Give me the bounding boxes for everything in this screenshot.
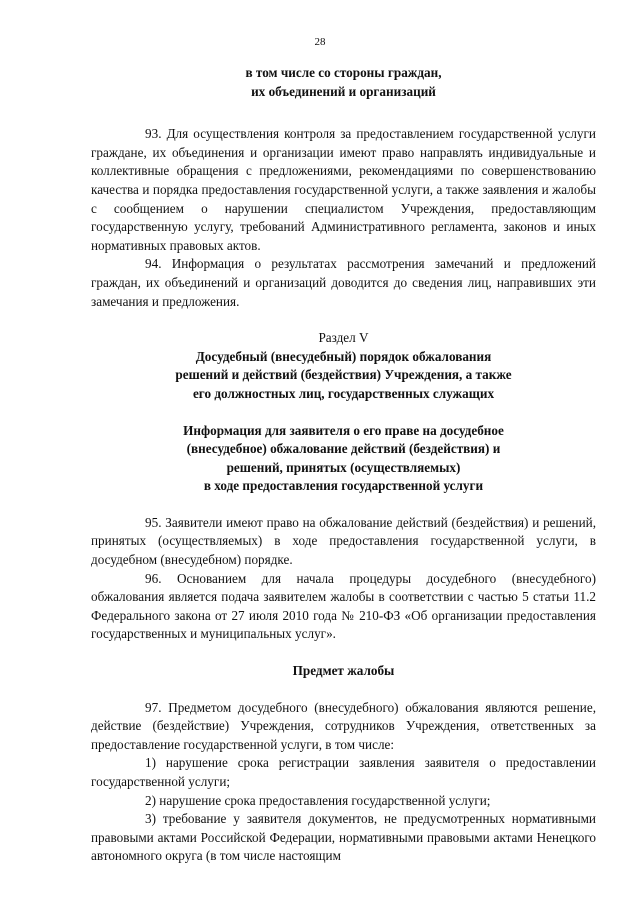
- paragraph-95: 95. Заявители имеют право на обжалование действий (бездействия) и решений, принятых (осуществляемых) в ходе предоставления государственной услуги, в досудебном (внесудебном) порядке.: [91, 514, 596, 568]
- subject-heading: Предмет жалобы: [292, 663, 395, 679]
- page-number: 28: [314, 36, 326, 48]
- info-heading-line: в ходе предоставления государственной услуги: [203, 478, 484, 494]
- page-content: [91, 64, 596, 866]
- list-item: 3) требование у заявителя документов, не предусмотренных нормативными правовыми актами Российской Федерации, нормативными правовыми актами Ненецкого автономного округа (в том числе настоящим: [91, 811, 596, 864]
- paragraph-93: 93. Для осуществления контроля за предоставлением государственной услуги граждане, их объединения и организации имеют право направлять индивидуальные и коллективные обращения с предложениями, рекомендациями по совершенствованию качества и порядка предоставления государственной услуги, а также заявления и жалобы с сообщением о нарушении специалистом Учреждения, предоставляющим государственную услугу, требований Административного регламента, законов и иных нормативных правовых актов.: [91, 126, 596, 253]
- paragraph-94: 94. Информация о результатах рассмотрения замечаний и предложений граждан, их объединений и организаций доводится до сведения лиц, направивших эти замечания и предложения.: [91, 256, 596, 309]
- info-heading-line: решений, принятых (осуществляемых): [226, 459, 461, 475]
- section-heading-line: их объединений и организаций: [251, 83, 436, 99]
- paragraph-96: 96. Основанием для начала процедуры досудебного (внесудебного) обжалования является подача заявителем жалобы в соответствии с частью 5 статьи 11.2 Федерального закона от 27 июля 2010 года № 210-ФЗ «Об организации предоставления государственных и муниципальных услуг».: [91, 570, 596, 642]
- paragraph-97: 97. Предметом досудебного (внесудебного) обжалования являются решение, действие (бездействие) Учреждения, сотрудников Учреждения, ответственных за предоставление государственной услуги, в том числе:: [91, 699, 596, 752]
- list-item: 1) нарушение срока регистрации заявления заявителя о предоставлении государственной услуги;: [91, 755, 596, 789]
- section-label: Раздел V: [318, 330, 369, 346]
- section-heading-line: в том числе со стороны граждан,: [245, 65, 442, 80]
- section-title-line: его должностных лиц, государственных служащих: [192, 385, 495, 401]
- info-heading-line: (внесудебное) обжалование действий (бездействия) и: [186, 441, 501, 457]
- section-title-line: решений и действий (бездействия) Учреждения, а также: [175, 367, 512, 383]
- section-title-line: Досудебный (внесудебный) порядок обжалования: [195, 348, 492, 364]
- info-heading-line: Информация для заявителя о его праве на досудебное: [183, 422, 504, 438]
- list-item: 2) нарушение срока предоставления государственной услуги;: [145, 792, 491, 808]
